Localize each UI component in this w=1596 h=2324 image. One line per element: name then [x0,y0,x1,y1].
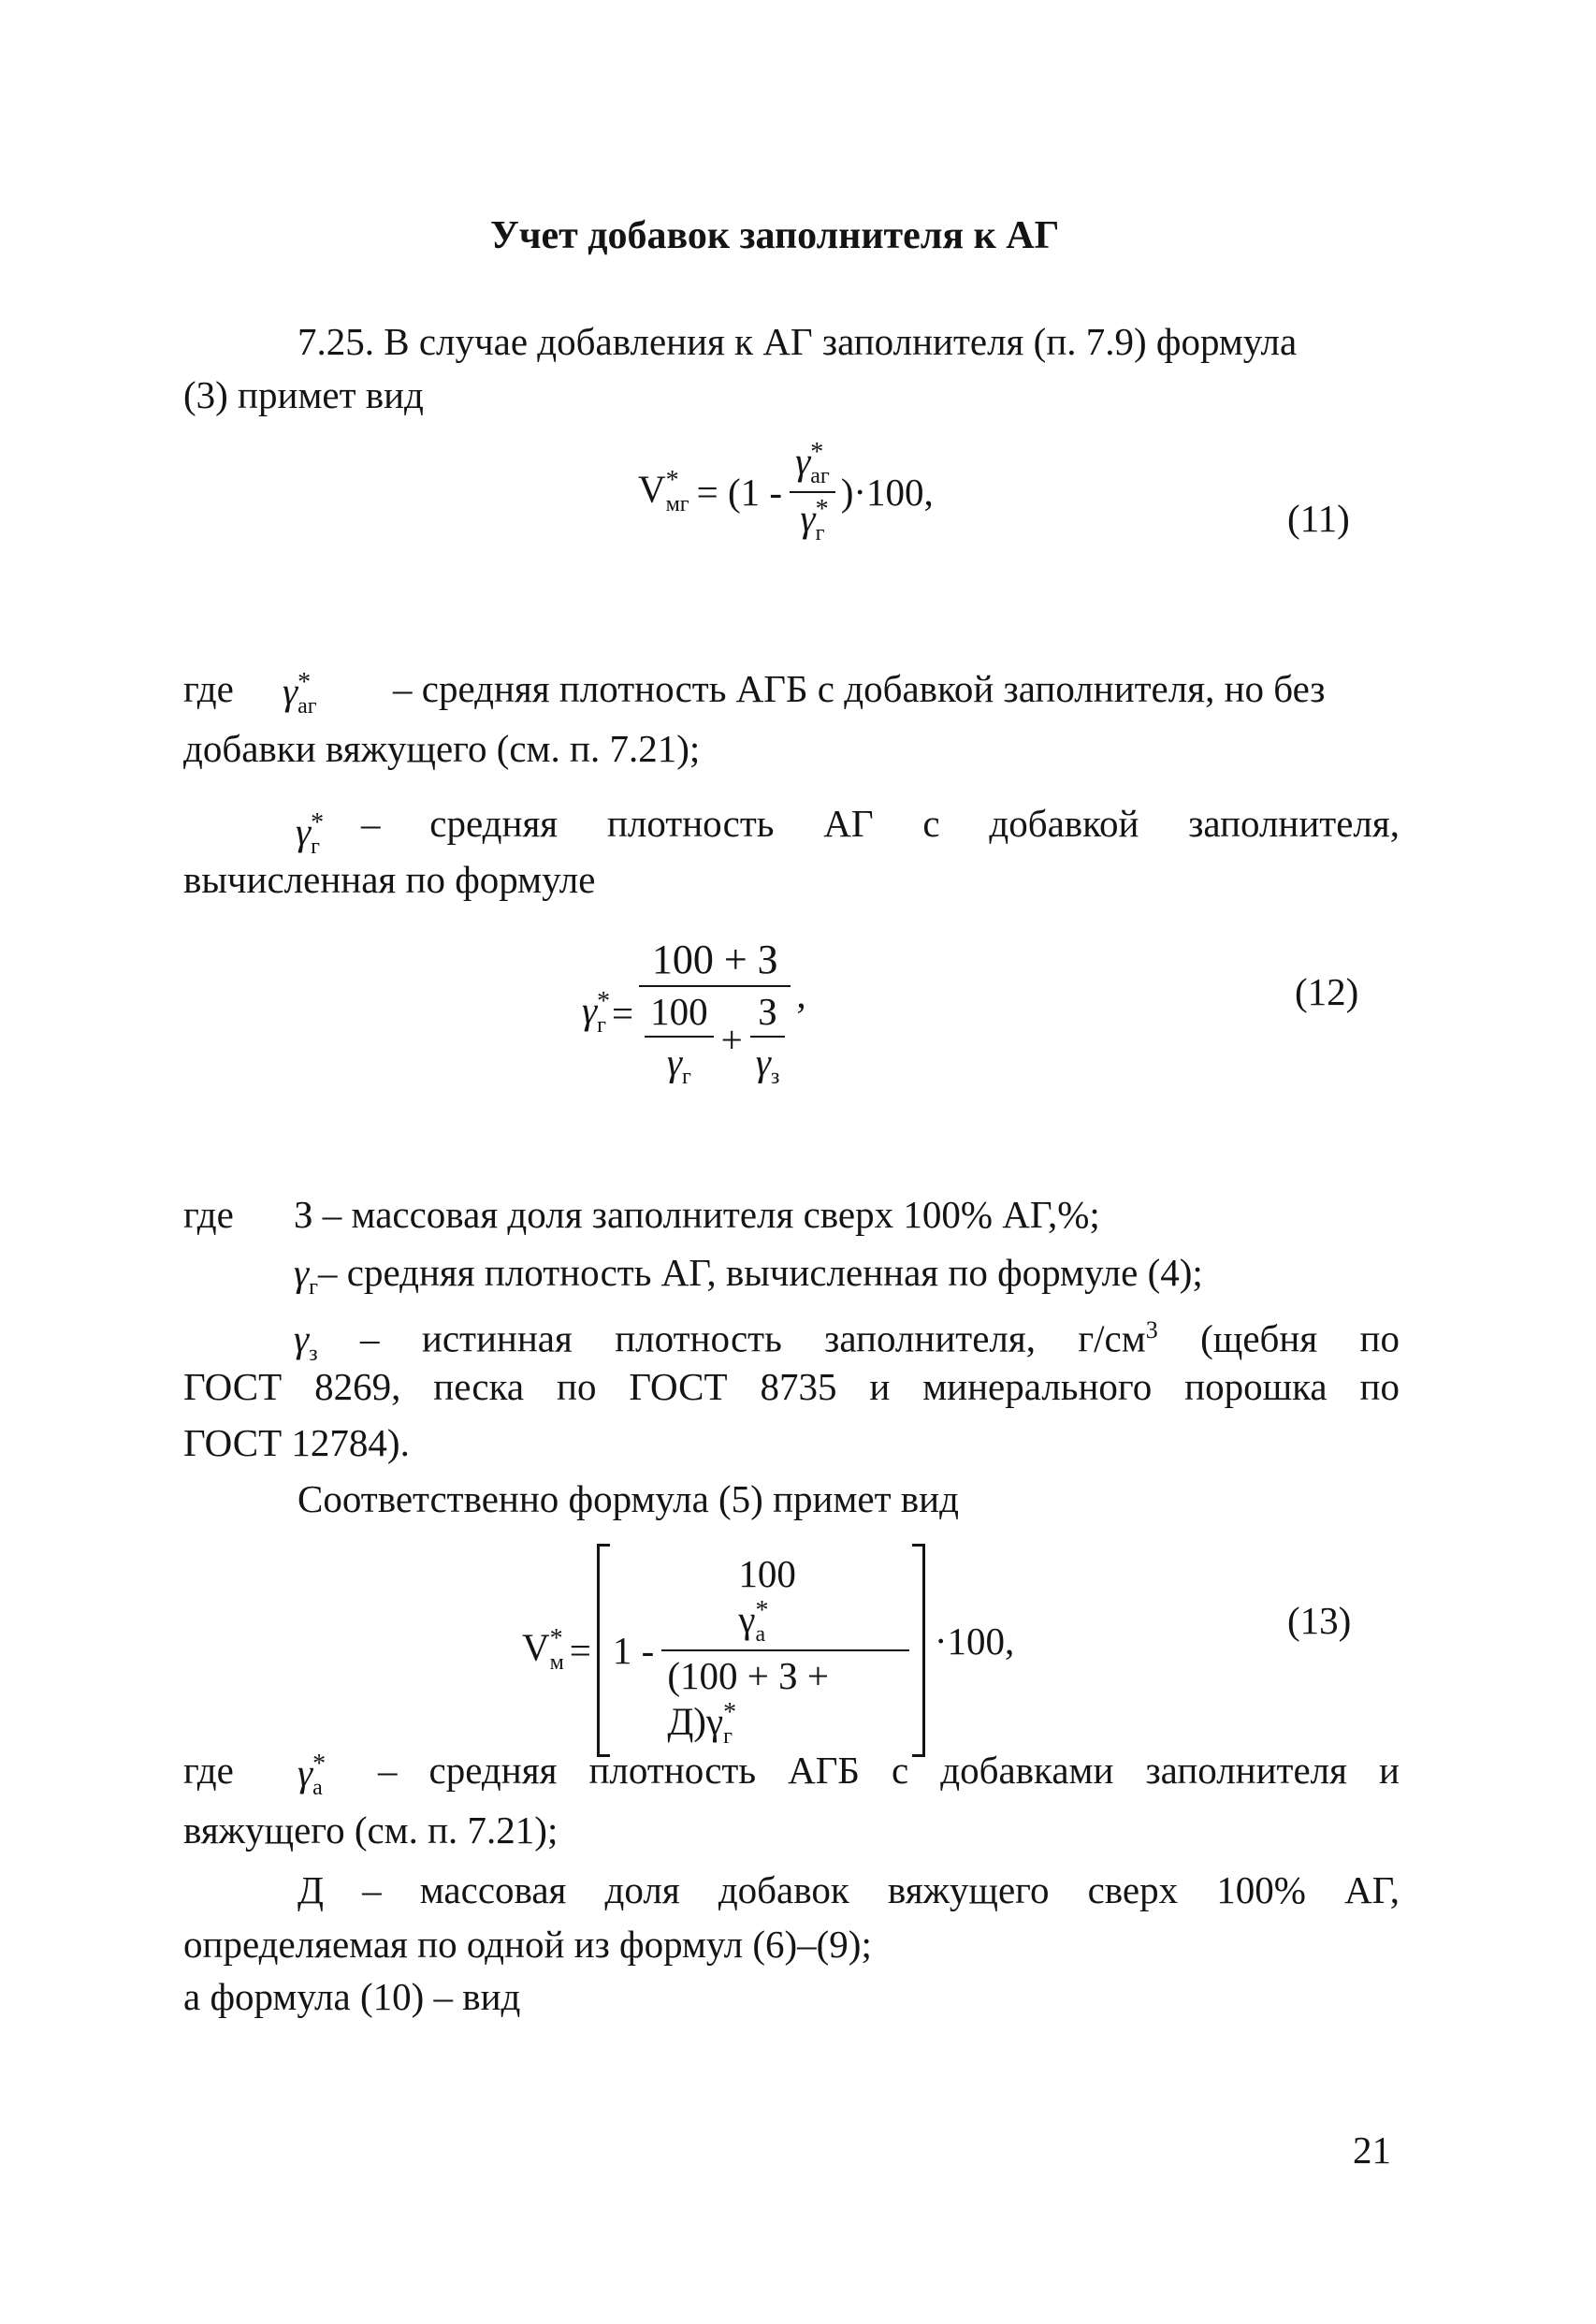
formula-eq: = [612,991,634,1035]
bracket-group: 1 - $\frac{100 \gamma^*_а}{(100 + З + Д)\gamma^*_г}$ [597,1544,925,1757]
definition-line: – средняя плотность АГБ с добавками заполнителя и [378,1749,1400,1792]
definition-line: – средняя плотность АГ с добавкой заполнителя, [361,802,1400,845]
equation-number: (11) [1287,497,1350,540]
denominator-fraction-1: $\frac{100}{\gamma_г}$ [645,989,714,1090]
formula-fraction: $\frac{100 \gamma^*_а}{(100 + З + Д)\gamma^*_г}$ [661,1551,909,1750]
formula-lhs: $V^*_{мг}$ [638,466,689,517]
symbol-gamma-ag: $\gamma^*_{аг}$ [283,668,317,719]
formula-tail: )·100, [840,470,934,514]
definition-line: $\gamma_г-$ средняя плотность АГ, вычисленная по формуле (4); [294,1251,1203,1300]
definition-line: а формула (10) – вид [183,1975,521,2018]
definition-line: ГОСТ 8269, песка по ГОСТ 8735 и минерального порошка по [183,1365,1400,1408]
definition-line: $\gamma_з$ – истинная плотность заполнителя, $г/см^3$ (щебня по [294,1316,1400,1366]
where-word: где [183,667,234,710]
formula-eq: = [569,1628,591,1672]
formula-11 [638,438,934,546]
definition-line: З – массовая доля заполнителя сверх 100% АГ,%; [294,1193,1100,1236]
definition-line: определяемая по одной из формул (6)–(9); [183,1923,872,1966]
symbol-gamma-g: $\gamma^*_г$ [296,808,325,859]
formula-eq: = (1 - [696,470,783,514]
formula-13: $V^*_м$ = 1 - $\frac{100 \gamma^*_а}{(100 + З + Д)\gamma^*_г}$ ·100, [522,1544,1014,1757]
where-word: где [183,1193,234,1236]
paragraph-line: Соответственно формула (5) примет вид [297,1477,959,1520]
formula-lhs: $V^*_м$ [522,1624,564,1676]
denominator-fraction-2: $\frac{З}{\gamma_з}$ [750,989,786,1090]
paragraph-line: (3) примет вид [183,373,424,416]
formula-fraction: $\frac{\gamma^*_{аг}}{\gamma^*_г}$ [790,438,835,546]
definition-line: добавки вяжущего (см. п. 7.21); [183,727,701,770]
definition-line: вяжущего (см. п. 7.21); [183,1808,559,1852]
definition-line: ГОСТ 12784). [183,1421,410,1464]
formula-12: $\gamma^*_г$ = 100 + З $\frac{100}{\gamma_г}$ + $\frac{З}{\gamma_з}$ , [582,937,806,1090]
paragraph-line: 7.25. В случае добавления к АГ заполнителя (п. 7.9) формула [297,320,1298,363]
page-number: 21 [1353,2128,1391,2171]
section-title: Учет добавок заполнителя к АГ [490,214,1060,257]
where-word: где [183,1749,234,1792]
definition-line: – средняя плотность АГБ с добавкой заполнителя, но без [393,667,1326,710]
formula-lhs: $\gamma^*_г$ [582,987,611,1039]
equation-number: (13) [1287,1599,1352,1642]
definition-line: Д – массовая доля добавок вяжущего сверх 100% АГ, [297,1868,1400,1911]
formula-fraction: 100 + З $\frac{100}{\gamma_г}$ + $\frac{З}{\gamma_з}$ [639,936,791,1090]
definition-line: вычисленная по формуле [183,858,596,901]
symbol-gamma-a: $\gamma^*_а$ [297,1750,326,1800]
equation-number: (12) [1295,970,1359,1013]
